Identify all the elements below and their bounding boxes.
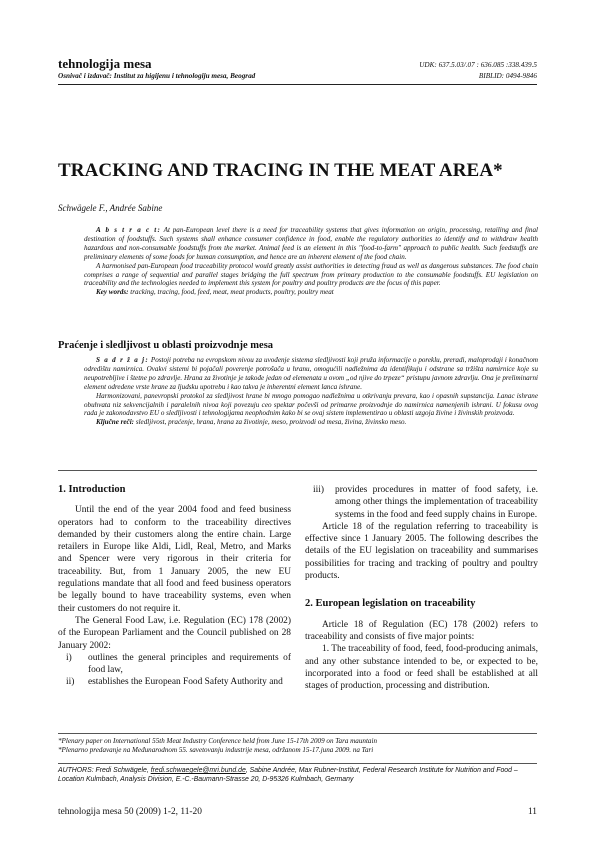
intro-p3: Article 18 of the regulation referring to traceability is effective since 1 January 2005. The following describes the details of the EU legislation on traceability and summarises possibilities for tracing and tracking of poultry and poultry products. bbox=[305, 521, 538, 582]
list-item: iii) provides procedures in matter of food safety, i.e. among other things the implementation of traceability systems in the food and feed supply chains in Europe. bbox=[313, 485, 538, 520]
intro-p1: Until the end of the year 2004 food and feed business operators had to conform to the traceability directives demanded by their customers along the entire chain. Large retailers in Europe like Aldi, Lidl, Real, Metro, and Marks and Spencer were very rigorous in their criteria for traceability. But, from 1 January 2005, the new EU regulations mandate that all food and feed business operators be legally bound to have traceability systems, even when their customers do not require it. bbox=[58, 505, 291, 614]
sadrzaj-p1: Postoji potreba na evropskom nivou za uvođenje sistema sledljivosti koji pruža informacije o poreklu, preradi, maloprodaji i konačnom odredištu namirnica. Ovakvi sistemi bi pojačali poverenje potrošača u hranu, omogućili nadležnima da identifikuju i odstrane sa tržišta namirnice koje su neupotrebljive i štetne po zdravlje. Hrana za životinje je takođe jedan od elemenata u ovom „od njive do trpeze“ pristupu javnom zdravlju. Ona je preliminarni element odredene vrste hrane za ljudsku upotrebu i kao takva je inherentni element lanca ishrane. bbox=[84, 356, 539, 391]
kljucne-label: Ključne reči: bbox=[96, 418, 135, 427]
section-rule bbox=[58, 470, 537, 471]
intro-p2: The General Food Law, i.e. Regulation (EC) 178 (2002) of the European Parliament and the Council published on 28 January 2002: bbox=[58, 615, 291, 651]
footnote-sr: *Plenarno predavanje na Međunarodnom 55. savetovanju industrije mesa, održanom 15-17.juna 2009. na Tari bbox=[58, 746, 374, 754]
author-affiliation: AUTHORS: Fredi Schwägele, fredi.schwaegele@mri.bund.de, Sabine Andrée, Max Rubner-Institut, Federal Research Institute for Nutrition and Food – Location Kulmbach, Analysis Division, E.-C.-Baumann-Strasse 20, D-95326 Kulmbach, Germany bbox=[58, 767, 518, 783]
paper-title: TRACKING AND TRACING IN THE MEAT AREA* bbox=[58, 160, 503, 181]
footnote-rule-2 bbox=[58, 763, 537, 764]
column-left bbox=[58, 484, 291, 689]
udk-code: UDK: 637.5.03/.07 : 636.085 :338.439.5 bbox=[419, 61, 537, 69]
footnote-rule bbox=[58, 733, 537, 734]
abstract-p2: A harmonised pan-European food traceability protocol would greatly assist authorities in detecting fraud as well as dangerous substances. The food chain comprises a range of sequential and parallel stages bridging the full spectrum from primary production to the consumable foodstuffs. EU legislation on traceability and the technologies needed to implement this system for poultry and poultry products are the focus of this paper. bbox=[84, 261, 538, 288]
keywords: tracking, tracing, food, feed, meat, meat products, poultry, poultry meat bbox=[130, 288, 334, 297]
journal-name: tehnologija mesa bbox=[58, 56, 152, 71]
abstract-sr bbox=[84, 356, 538, 427]
abstract-label: A b s t r a c t: bbox=[96, 226, 162, 234]
page-number: 11 bbox=[527, 807, 537, 817]
legislation-p1: Article 18 of Regulation (EC) 178 (2002) refers to traceability and consists of five major points: bbox=[305, 619, 538, 642]
list-item: i) outlines the general principles and requirements of food law, bbox=[66, 652, 291, 676]
footer-citation: tehnologija mesa 50 (2009) 1-2, 11-20 bbox=[58, 807, 202, 817]
legislation-p2: 1. The traceability of food, feed, food-producing animals, and any other substance intended to be, or expected to be, incorporated into a food or feed shall be established at all stages of production, processing and distribution. bbox=[305, 644, 538, 692]
serbian-title: Praćenje i sledljivost u oblasti proizvodnje mesa bbox=[58, 340, 274, 351]
biblid-code: BIBLID: 0494-9846 bbox=[478, 72, 537, 80]
section-1-heading: 1. Introduction bbox=[58, 484, 126, 495]
sadrzaj-label: S a d r ž a j: bbox=[96, 356, 149, 364]
abstract-p1: At pan-European level there is a need for traceability systems that gives information on origin, processing, retailing and final destination of foodstuffs. Such systems shall enhance consumer confidence in food, enable the regulatory authorities to identify and to withdraw health hazardous and non-consumable foodstuffs from the market. Animal feed is an element in this "food-to-farm" approach to public health. Such feedstuffs are preliminary elements of some foods for human consumption, and hence are an inherent element of the food chain. bbox=[84, 226, 538, 261]
footnote-en: *Plenary paper on International 55th Meat Industry Conference held from June 15-17th 2009 on Tara mauntain bbox=[58, 737, 377, 745]
publisher-line: Osnivač i izdavač: Institut za higijenu i tehnologiju mesa, Beograd bbox=[58, 72, 256, 80]
kljucne-reci: sledljivost, praćenje, hrana, hrana za životinje, meso, proizvodi od mesa, živina, živinsko meso. bbox=[135, 418, 407, 427]
column-right bbox=[305, 484, 538, 692]
section-2-heading: 2. European legislation on traceability bbox=[305, 598, 476, 610]
sadrzaj-p2: Harmonizovani, panevropski protokol za sledljivost hrane bi mnogo pomogao nadležnima u otkrivanju prevara, kao i opasnih supstancija. Lanac ishrane obuhvata niz sekvencijalnih i paralelnih nivoa koji povezuju ceo spektar počevši od primarne proizvodnje do namirnica namenjenih ishrani. U fokusu ovog rada je zakonodavstvo EU o sledljivosti i tehnologijama neophodnim kako bi se ovaj sistem implementirao u oblasti uzgoja živine i živinskih proizvoda. bbox=[84, 391, 538, 418]
list-item: ii) establishes the European Food Safety Authority and bbox=[66, 677, 283, 688]
paper-authors: Schwägele F., Andrée Sabine bbox=[58, 203, 163, 213]
keywords-label: Key words: bbox=[96, 288, 129, 297]
abstract-en bbox=[84, 226, 538, 297]
header-rule bbox=[58, 84, 537, 85]
author-email-link[interactable]: fredi.schwaegele@mri.bund.de bbox=[150, 767, 246, 774]
